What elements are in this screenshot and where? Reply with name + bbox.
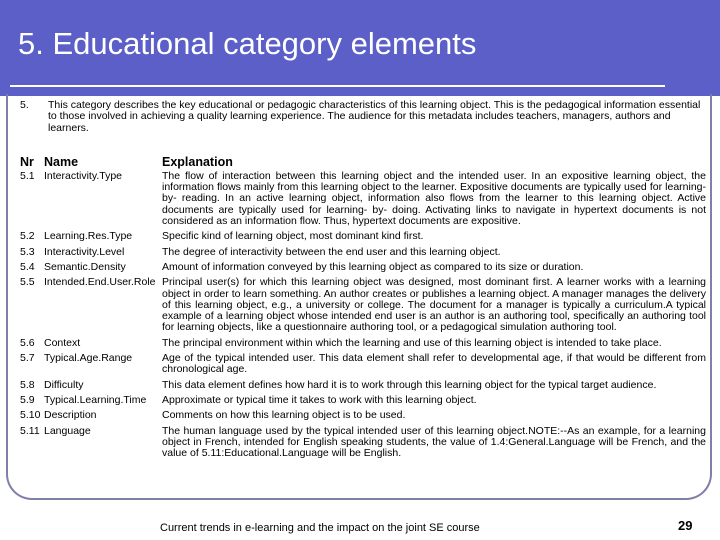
table-row (20, 380, 710, 391)
row-explanation: Specific kind of learning object, most dominant kind first. (162, 230, 424, 243)
page-number: 29 (678, 518, 693, 533)
row-name: Context (44, 336, 81, 349)
table-row (20, 426, 710, 460)
row-explanation: This data element defines how hard it is to work through this learning object for the typical target audience. (162, 378, 657, 391)
row-name: Typical.Learning.Time (44, 393, 147, 406)
row-nr: 5.5 (20, 276, 35, 289)
intro-paragraph (20, 100, 710, 134)
table-row (20, 277, 710, 333)
row-explanation: Age of the typical intended user. This data element shall refer to developmental age, if that would be different from chronological age. (162, 352, 706, 376)
table-row (20, 353, 710, 376)
table-row (20, 395, 710, 406)
table-row (20, 262, 710, 273)
row-explanation: Approximate or typical time it takes to work with this learning object. (162, 393, 477, 406)
table-row (20, 338, 710, 349)
title-bar (0, 0, 720, 96)
row-name: Interactivity.Type (44, 169, 123, 182)
table-row (20, 410, 710, 421)
slide-title: 5. Educational category elements (18, 26, 477, 61)
row-name: Language (44, 424, 91, 437)
table-row (20, 247, 710, 258)
row-nr: 5.4 (20, 260, 35, 273)
row-explanation: The flow of interaction between this learning object and the intended user. In an expositive learning object, the information flows mainly from this learning object to the learner. Expositive documents are typically used for learning- by- reading. In an active learning object, information also flows from the learner to this learning object. Active documents are typically used for learning- by- doing. Activating links to navigate in hypertext documents is not considered as an information flow. Thus, hypertext documents are expositive. (162, 169, 706, 228)
table-row (20, 231, 710, 242)
row-nr: 5.2 (20, 230, 35, 243)
row-explanation: The human language used by the typical intended user of this learning object.NOTE:--As an example, for a learning object in French, intended for English speaking students, the value of 1.4:General.Language will be French, and the value of 5.11:Educational.Language will be English. (162, 424, 706, 460)
row-explanation: Principal user(s) for which this learning object was designed, most dominant first. A learner works with a learning object in order to learn something. An author creates or publishes a learning object. A manager manages the delivery of this learning object, e.g., a university or college. The document for a manager is typically a curriculum.A typical example of a learning object whose intended end user is an author is an authoring tool, specifically an authoring tool for learning objects, like a questionnaire authoring tool, or a pedagogical simulation authoring tool. (162, 276, 706, 334)
title-underline (10, 85, 665, 87)
header-name: Name (44, 154, 79, 169)
row-nr: 5.7 (20, 352, 35, 365)
intro-number: 5. (20, 99, 29, 111)
table-row (20, 171, 710, 227)
row-name: Difficulty (44, 378, 84, 391)
row-nr: 5.1 (20, 169, 35, 182)
row-explanation: Amount of information conveyed by this learning object as compared to its size or duration. (162, 260, 584, 273)
row-name: Learning.Res.Type (44, 230, 133, 243)
row-name: Semantic.Density (44, 260, 126, 273)
table-header (20, 156, 710, 169)
row-nr: 5.6 (20, 336, 35, 349)
intro-text: This category describes the key educational or pedagogic characteristics of this learning object. This is the pedagogical information essential to those involved in achieving a quality learning experience. The audience for this metadata includes teachers, managers, authors and learners. (48, 99, 701, 134)
row-name: Intended.End.User.Role (44, 276, 156, 289)
header-nr: Nr (20, 154, 34, 169)
row-nr: 5.3 (20, 245, 35, 258)
row-nr: 5.11 (20, 424, 40, 437)
row-nr: 5.8 (20, 378, 35, 391)
header-explanation: Explanation (162, 154, 233, 169)
footer-text: Current trends in e-learning and the impact on the joint SE course (160, 522, 480, 534)
row-name: Typical.Age.Range (44, 352, 133, 365)
row-name: Description (44, 409, 97, 422)
row-explanation: The degree of interactivity between the end user and this learning object. (162, 245, 501, 258)
row-nr: 5.10 (20, 409, 41, 422)
row-explanation: Comments on how this learning object is to be used. (162, 409, 406, 422)
row-explanation: The principal environment within which the learning and use of this learning object is intended to take place. (162, 336, 662, 349)
row-name: Interactivity.Level (44, 245, 125, 258)
slide-content (20, 100, 710, 459)
row-nr: 5.9 (20, 393, 35, 406)
